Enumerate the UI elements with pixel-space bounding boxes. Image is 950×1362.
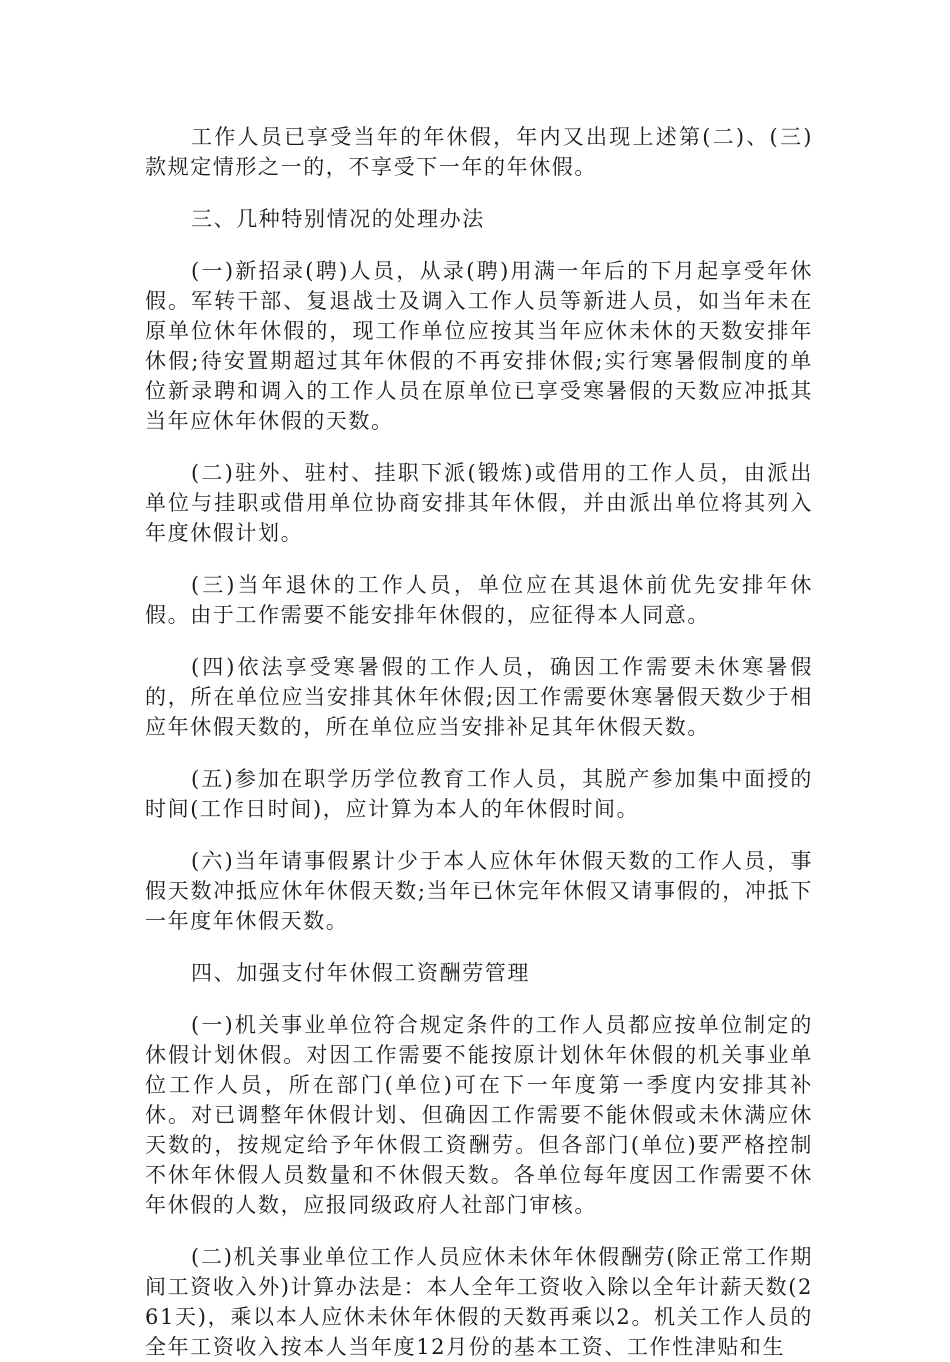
paragraph-personal-leave: (六)当年请事假累计少于本人应休年休假天数的工作人员，事假天数冲抵应休年休假天数;当年已休完年休假又请事假的，冲抵下一年度年休假天数。	[145, 849, 813, 933]
document-body	[145, 122, 813, 1362]
section-heading-leave-pay-management: 四、加强支付年休假工资酬劳管理	[191, 961, 530, 985]
paragraph-retiring-staff: (三)当年退休的工作人员，单位应在其退休前优先安排年休假。由于工作需要不能安排年休假的，应征得本人同意。	[145, 573, 813, 627]
paragraph-annual-leave-exclusion: 工作人员已享受当年的年休假，年内又出现上述第(二)、(三)款规定情形之一的，不享受下一年的年休假。	[145, 125, 813, 179]
paragraph-new-recruits: (一)新招录(聘)人员，从录(聘)用满一年后的下月起享受年休假。军转干部、复退战士及调入工作人员等新进人员，如当年未在原单位休年休假的，现工作单位应按其当年应休未休的天数安排年休假;待安置期超过其年休假的不再安排休假;实行寒暑假制度的单位新录聘和调入的工作人员在原单位已享受寒暑假的天数应冲抵其当年应休年休假的天数。	[145, 259, 813, 433]
section-heading-special-cases: 三、几种特别情况的处理办法	[191, 207, 485, 231]
paragraph-seconded-staff: (二)驻外、驻村、挂职下派(锻炼)或借用的工作人员，由派出单位与挂职或借用单位协商安排其年休假，并由派出单位将其列入年度休假计划。	[145, 461, 813, 545]
paragraph-leave-plan: (一)机关事业单位符合规定条件的工作人员都应按单位制定的休假计划休假。对因工作需要不能按原计划休年休假的机关事业单位工作人员，所在部门(单位)可在下一年度第一季度内安排其补休。对已调整年休假计划、但确因工作需要不能休假或未休满应休天数的，按规定给予年休假工资酬劳。但各部门(单位)要严格控制不休年休假人员数量和不休假天数。各单位每年度因工作需要不休年休假的人数，应报同级政府人社部门审核。	[145, 1013, 813, 1217]
paragraph-winter-summer-vacation: (四)依法享受寒暑假的工作人员，确因工作需要未休寒暑假的，所在单位应当安排其休年休假;因工作需要休寒暑假天数少于相应年休假天数的，所在单位应当安排补足其年休假天数。	[145, 655, 813, 739]
paragraph-in-service-education: (五)参加在职学历学位教育工作人员，其脱产参加集中面授的时间(工作日时间)，应计算为本人的年休假时间。	[145, 767, 813, 821]
paragraph-leave-pay-calculation: (二)机关事业单位工作人员应休未休年休假酬劳(除正常工作期间工资收入外)计算办法是：本人全年工资收入除以全年计薪天数(261天)，乘以本人应休未休年休假的天数再乘以2。机关工作人员的全年工资收入按本人当年度12月份的基本工资、工作性津贴和生	[145, 1245, 813, 1359]
